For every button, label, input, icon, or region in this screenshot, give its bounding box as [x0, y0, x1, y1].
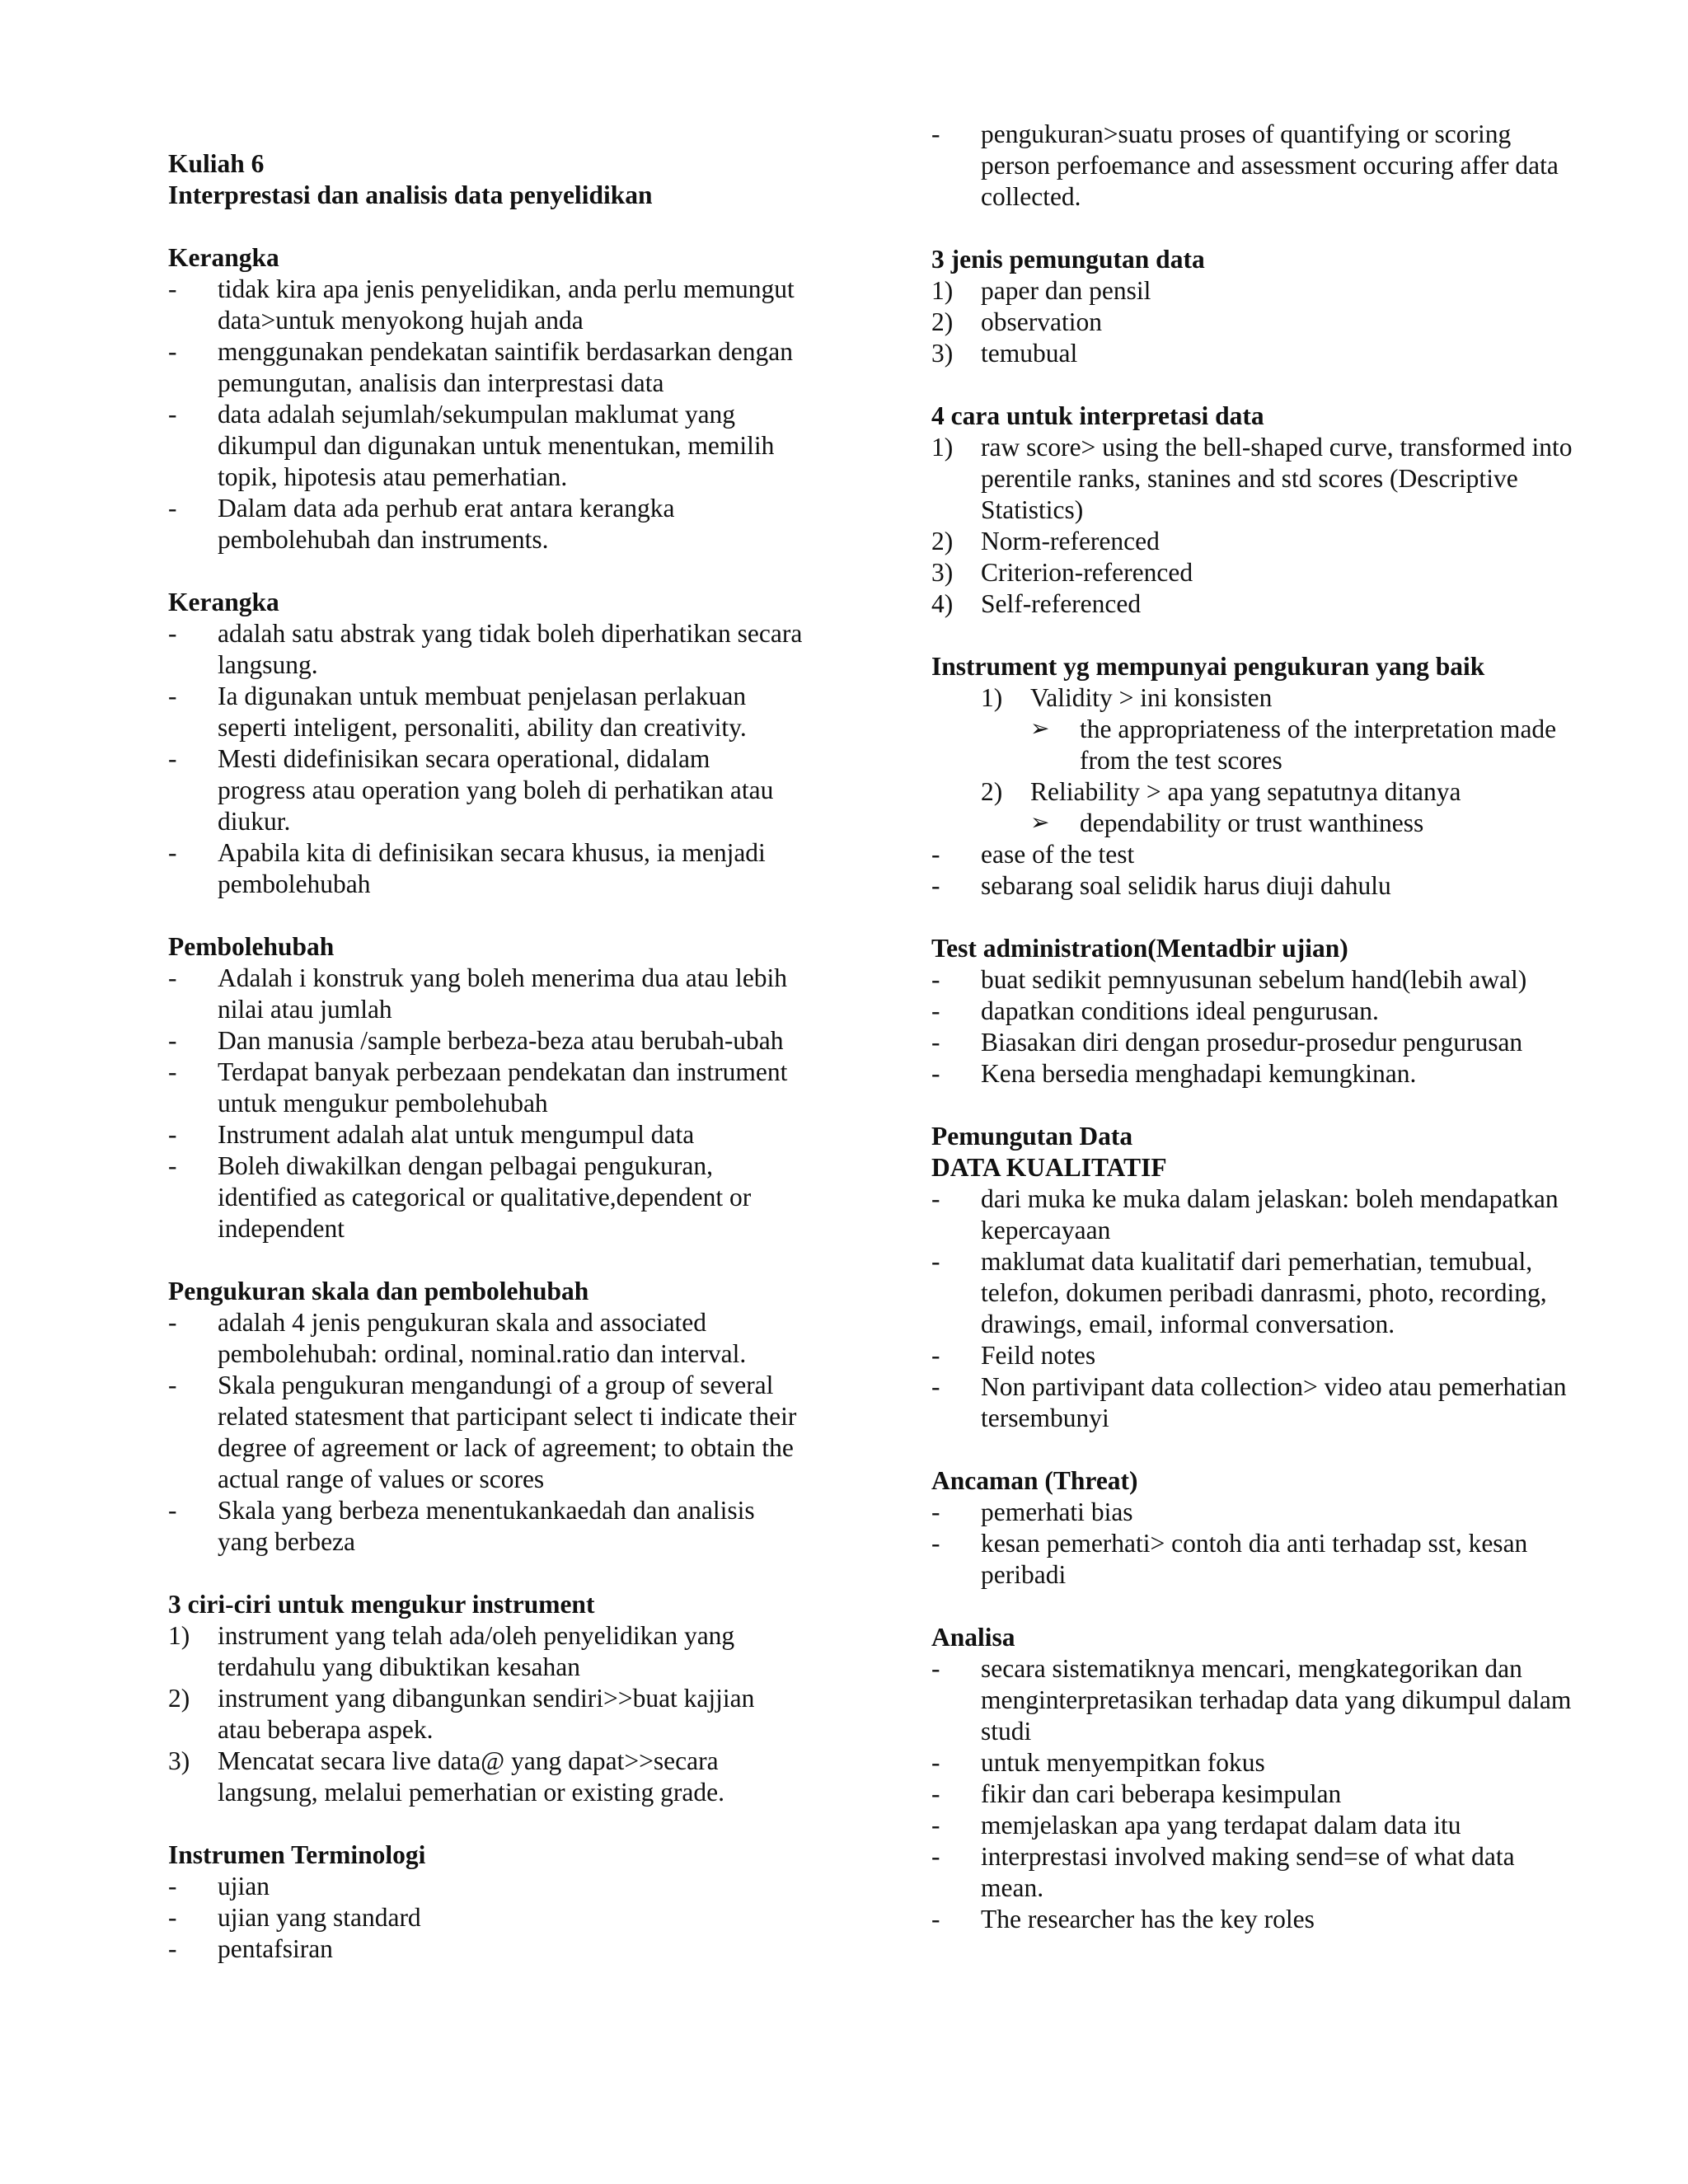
- list-item: [168, 1871, 803, 1902]
- list-item-text: Apabila kita di definisikan secara khusus, ia menjadi pembolehubah: [218, 838, 766, 898]
- list-item-text: temubual: [981, 339, 1078, 368]
- list-marker: -: [931, 965, 940, 994]
- arrow-bullet-icon: ➢: [1030, 716, 1050, 742]
- section-pengukuran-continued: [931, 119, 1582, 213]
- document-title: Interprestasi dan analisis data penyelidikan: [168, 180, 653, 209]
- list-item: [931, 275, 1582, 307]
- list-item: [931, 526, 1582, 557]
- list-item-text: Adalah i konstruk yang boleh menerima dua atau lebih nilai atau jumlah: [218, 963, 788, 1024]
- list-item: [168, 1057, 803, 1119]
- list-item: [931, 1183, 1582, 1246]
- left-column: [168, 148, 803, 1996]
- list-item-text: Norm-referenced: [981, 527, 1160, 555]
- list-item: [931, 1497, 1582, 1528]
- list-number: 1): [168, 1621, 190, 1650]
- list-item-text: Boleh diwakilkan dengan pelbagai pengukuran, identified as categorical or qualitative,dependent or independent: [218, 1151, 752, 1243]
- list-item-text: dari muka ke muka dalam jelaskan: boleh mendapatkan kepercayaan: [981, 1184, 1559, 1244]
- list-item-text: dependability or trust wanthiness: [1080, 808, 1424, 837]
- list-item: [931, 1027, 1582, 1058]
- list-item: [931, 588, 1582, 620]
- list-item-text: ujian yang standard: [218, 1903, 421, 1932]
- list-item: [931, 839, 1582, 870]
- list-item-text: menggunakan pendekatan saintifik berdasarkan dengan pemungutan, analisis dan interprestasi data: [218, 337, 793, 397]
- section-kerangka-1: [168, 242, 803, 555]
- list-item-text: Instrument adalah alat untuk mengumpul data: [218, 1120, 695, 1149]
- list-marker: -: [168, 1151, 177, 1180]
- list-item: [931, 1810, 1582, 1841]
- list-item-text: sebarang soal selidik harus diuji dahulu: [981, 871, 1391, 900]
- list-marker: -: [931, 1247, 940, 1276]
- list-item-text: secara sistematiknya mencari, mengkategorikan dan menginterpretasikan terhadap data yang dikumpul dalam studi: [981, 1654, 1572, 1746]
- list-marker: -: [931, 1497, 940, 1526]
- list-number: 3): [931, 558, 954, 587]
- list-item-text: Mencatat secara live data@ yang dapat>>secara langsung, melalui pemerhatian or existing grade.: [218, 1746, 724, 1807]
- list-item-text: Ia digunakan untuk membuat penjelasan perlakuan seperti inteligent, personaliti, ability dan creativity.: [218, 682, 747, 742]
- list-number: 2): [981, 777, 1003, 806]
- list-item-text: Validity > ini konsisten: [1030, 683, 1273, 712]
- list-marker: -: [931, 1654, 940, 1683]
- section-heading: Instrument yg mempunyai pengukuran yang baik: [931, 652, 1485, 681]
- list-marker: -: [168, 274, 177, 303]
- list-item: [168, 1025, 803, 1057]
- list-item-text: Biasakan diri dengan prosedur-prosedur pengurusan: [981, 1028, 1523, 1057]
- list-number: 2): [931, 307, 954, 336]
- list-marker: -: [168, 744, 177, 773]
- list-number: 2): [931, 527, 954, 555]
- list-item-text: instrument yang telah ada/oleh penyelidikan yang terdahulu yang dibuktikan kesahan: [218, 1621, 735, 1681]
- list-item-text: raw score> using the bell-shaped curve, transformed into perentile ranks, stanines and std scores (Descriptive Statistics): [981, 433, 1573, 524]
- list-marker: -: [931, 1779, 940, 1808]
- list-item-text: pemerhati bias: [981, 1497, 1133, 1526]
- section-pengukuran-skala: [168, 1276, 803, 1558]
- list-item-text: kesan pemerhati> contoh dia anti terhadap sst, kesan peribadi: [981, 1529, 1528, 1589]
- list-marker: -: [931, 1748, 940, 1777]
- list-marker: -: [168, 337, 177, 366]
- list-item-text: Non partivipant data collection> video atau pemerhatian tersembunyi: [981, 1372, 1567, 1432]
- list-item: [931, 557, 1582, 588]
- list-item-text: paper dan pensil: [981, 276, 1151, 305]
- list-marker: -: [168, 400, 177, 429]
- list-item: [168, 1119, 803, 1151]
- section-cara-interpretasi: [931, 401, 1582, 620]
- list-item-text: untuk menyempitkan fokus: [981, 1748, 1265, 1777]
- list-item: [168, 336, 803, 399]
- list-item-text: Mesti didefinisikan secara operational, didalam progress atau operation yang boleh di perhatikan atau diukur.: [218, 744, 774, 836]
- arrow-bullet-icon: ➢: [1030, 810, 1050, 836]
- list-item: [981, 776, 1582, 808]
- list-item-text: tidak kira apa jenis penyelidikan, anda perlu memungut data>untuk menyokong hujah anda: [218, 274, 795, 335]
- list-item-text: dapatkan conditions ideal pengurusan.: [981, 996, 1379, 1025]
- list-marker: -: [168, 1872, 177, 1900]
- section-ciri-ciri: [168, 1589, 803, 1808]
- list-item: [168, 274, 803, 336]
- section-terminologi: [168, 1840, 803, 1965]
- list-item: [981, 682, 1582, 714]
- list-item: [931, 1058, 1582, 1090]
- list-number: 2): [168, 1684, 190, 1713]
- section-pembolehubah: [168, 931, 803, 1244]
- list-item: [168, 1683, 803, 1746]
- section-heading: Pembolehubah: [168, 932, 335, 961]
- list-item-text: The researcher has the key roles: [981, 1905, 1315, 1933]
- list-item-text: fikir dan cari beberapa kesimpulan: [981, 1779, 1342, 1808]
- list-item-text: memjelaskan apa yang terdapat dalam data itu: [981, 1811, 1461, 1840]
- list-item-text: Feild notes: [981, 1341, 1096, 1370]
- section-analisa: [931, 1622, 1582, 1935]
- list-item: [168, 1902, 803, 1933]
- section-pemungutan-data: [931, 1121, 1582, 1434]
- list-item: [931, 432, 1582, 526]
- list-marker: -: [168, 1903, 177, 1932]
- list-item: [931, 1528, 1582, 1591]
- list-item: [168, 1933, 803, 1965]
- list-item: [931, 1841, 1582, 1904]
- list-item-text: instrument yang dibangunkan sendiri>>buat kajjian atau beberapa aspek.: [218, 1684, 755, 1744]
- list-item-text: Skala yang berbeza menentukankaedah dan analisis yang berbeza: [218, 1496, 755, 1556]
- list-item: [931, 119, 1582, 213]
- list-marker: -: [168, 1026, 177, 1055]
- list-item: [168, 1746, 803, 1808]
- section-heading: 3 ciri-ciri untuk mengukur instrument: [168, 1590, 595, 1619]
- list-marker: -: [931, 120, 940, 148]
- list-marker: -: [931, 840, 940, 869]
- list-item-text: Terdapat banyak perbezaan pendekatan dan instrument untuk mengukur pembolehubah: [218, 1057, 788, 1118]
- list-item-text: Dalam data ada perhub erat antara kerangka pembolehubah dan instruments.: [218, 494, 675, 554]
- section-heading: Pemungutan Data: [931, 1122, 1133, 1151]
- list-item: [931, 1747, 1582, 1779]
- section-ancaman: [931, 1465, 1582, 1591]
- numbered-sublist: [931, 682, 1582, 839]
- list-marker: -: [931, 1184, 940, 1213]
- list-marker: -: [168, 1496, 177, 1525]
- list-marker: -: [168, 682, 177, 710]
- list-marker: -: [168, 1057, 177, 1086]
- list-item-text: interprestasi involved making send=se of what data mean.: [981, 1842, 1515, 1902]
- list-item-text: pentafsiran: [218, 1934, 333, 1963]
- list-marker: -: [931, 1372, 940, 1401]
- list-item-text: the appropriateness of the interpretation made from the test scores: [1080, 715, 1557, 775]
- list-number: 1): [931, 433, 954, 462]
- section-heading: Kerangka: [168, 588, 279, 616]
- list-marker: -: [931, 1529, 940, 1558]
- section-heading: Instrumen Terminologi: [168, 1840, 426, 1869]
- list-marker: -: [168, 838, 177, 867]
- list-item-text: adalah satu abstrak yang tidak boleh diperhatikan secara langsung.: [218, 619, 803, 679]
- document-intro: [168, 148, 803, 211]
- section-heading: Analisa: [931, 1623, 1015, 1652]
- right-column: [931, 119, 1582, 1966]
- list-marker: -: [168, 619, 177, 648]
- list-item: [931, 1904, 1582, 1935]
- list-item: [931, 338, 1582, 369]
- list-marker: -: [931, 1028, 940, 1057]
- list-number: 3): [168, 1746, 190, 1775]
- list-item: [168, 1620, 803, 1683]
- arrow-list-item: [1030, 714, 1582, 776]
- list-marker: -: [168, 1120, 177, 1149]
- section-heading: 4 cara untuk interpretasi data: [931, 401, 1264, 430]
- list-item: [931, 996, 1582, 1027]
- list-item-text: Skala pengukuran mengandungi of a group of several related statesment that participant select ti indicate their degree of agreement or lack of agreement; to obtain the actual range of values or scores: [218, 1371, 797, 1493]
- list-marker: -: [931, 871, 940, 900]
- list-marker: -: [168, 963, 177, 992]
- section-kerangka-2: [168, 587, 803, 900]
- list-marker: -: [168, 1934, 177, 1963]
- list-marker: -: [931, 1811, 940, 1840]
- list-item-text: pengukuran>suatu proses of quantifying or scoring person perfoemance and assessment occuring affer data collected.: [981, 120, 1559, 211]
- list-marker: -: [168, 1308, 177, 1337]
- list-item: [931, 1779, 1582, 1810]
- list-number: 1): [931, 276, 954, 305]
- list-item-text: buat sedikit pemnyusunan sebelum hand(lebih awal): [981, 965, 1527, 994]
- list-item: [168, 1151, 803, 1244]
- list-item-text: Self-referenced: [981, 589, 1142, 618]
- list-item: [931, 1246, 1582, 1340]
- section-heading: Kerangka: [168, 243, 279, 272]
- list-number: 4): [931, 589, 954, 618]
- list-marker: -: [931, 1905, 940, 1933]
- list-item: [168, 618, 803, 681]
- list-marker: -: [168, 1371, 177, 1399]
- list-item: [931, 307, 1582, 338]
- lecture-number: Kuliah 6: [168, 149, 265, 178]
- list-item-text: Reliability > apa yang sepatutnya ditanya: [1030, 777, 1461, 806]
- section-test-administration: [931, 933, 1582, 1090]
- list-item-text: adalah 4 jenis pengukuran skala and associated pembolehubah: ordinal, nominal.ratio dan interval.: [218, 1308, 747, 1368]
- list-item: [931, 1653, 1582, 1747]
- list-marker: -: [931, 1842, 940, 1871]
- list-marker: -: [931, 1059, 940, 1088]
- list-item-text: ujian: [218, 1872, 270, 1900]
- list-marker: -: [931, 996, 940, 1025]
- list-item-text: maklumat data kualitatif dari pemerhatian, temubual, telefon, dokumen peribadi danrasmi, photo, recording, drawings, email, informal conversation.: [981, 1247, 1547, 1338]
- list-item: [931, 870, 1582, 902]
- list-item: [168, 963, 803, 1025]
- list-item: [168, 837, 803, 900]
- list-item-text: ease of the test: [981, 840, 1135, 869]
- list-item: [168, 1370, 803, 1495]
- section-instrument-baik: [931, 651, 1582, 902]
- list-item: [931, 964, 1582, 996]
- list-marker: -: [168, 494, 177, 523]
- list-item: [168, 1495, 803, 1558]
- list-item: [168, 681, 803, 743]
- list-item-text: Kena bersedia menghadapi kemungkinan.: [981, 1059, 1417, 1088]
- list-item: [931, 1371, 1582, 1434]
- section-heading: Test administration(Mentadbir ujian): [931, 934, 1348, 963]
- list-number: 3): [931, 339, 954, 368]
- arrow-list-item: [1030, 808, 1582, 839]
- list-item-text: Criterion-referenced: [981, 558, 1193, 587]
- list-marker: -: [931, 1341, 940, 1370]
- list-item: [168, 493, 803, 555]
- list-item-text: observation: [981, 307, 1102, 336]
- list-item: [168, 743, 803, 837]
- section-heading: Pengukuran skala dan pembolehubah: [168, 1277, 589, 1305]
- section-heading: Ancaman (Threat): [931, 1466, 1138, 1495]
- list-item-text: Dan manusia /sample berbeza-beza atau berubah-ubah: [218, 1026, 784, 1055]
- section-jenis-pemungutan: [931, 244, 1582, 369]
- list-number: 1): [981, 683, 1003, 712]
- list-item: [931, 1340, 1582, 1371]
- section-heading: 3 jenis pemungutan data: [931, 245, 1205, 274]
- list-item: [168, 399, 803, 493]
- list-item: [168, 1307, 803, 1370]
- section-subheading: DATA KUALITATIF: [931, 1153, 1167, 1182]
- list-item-text: data adalah sejumlah/sekumpulan maklumat yang dikumpul dan digunakan untuk menentukan, memilih topik, hipotesis atau pemerhatian.: [218, 400, 775, 491]
